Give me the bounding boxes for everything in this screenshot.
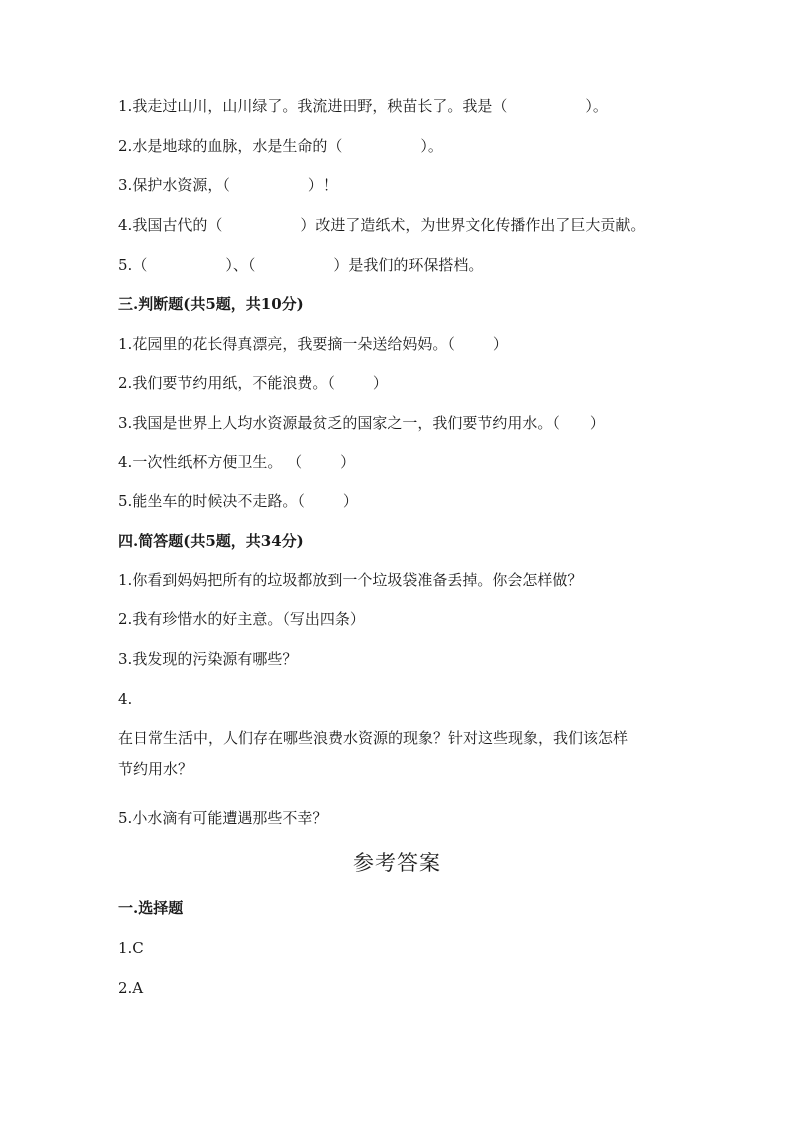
- judgment-question-2: [118, 373, 388, 393]
- question-text: 我国是世界上人均水资源最贫乏的国家之一，我们要节约用水。（: [132, 414, 560, 432]
- answer-item-2: 2.A: [118, 979, 144, 997]
- question-text: 我国古代的（: [132, 216, 223, 234]
- question-text: 花园里的花长得真漂亮，我要摘一朵送给妈妈。（: [132, 335, 455, 353]
- judgment-question-4: [118, 452, 355, 472]
- question-text: （: [132, 256, 148, 274]
- question-text: 水是地球的血脉，水是生命的（: [132, 137, 343, 155]
- short-answer-question-4-line-2: 节约用水？: [118, 760, 194, 778]
- question-number: 3.: [118, 650, 133, 668]
- question-text-mid: ）、（: [225, 256, 256, 274]
- fill-question-3: [118, 175, 338, 195]
- question-number: 5.: [118, 256, 133, 274]
- fill-question-4: [118, 215, 645, 235]
- question-text: 我有珍惜水的好主意。（写出四条）: [132, 610, 365, 628]
- question-number: 1.: [118, 97, 133, 115]
- question-text-end: ）: [589, 414, 605, 432]
- answers-title: 参考答案: [353, 851, 441, 875]
- question-text: 我发现的污染源有哪些？: [132, 650, 298, 668]
- section-heading-judgment: 三.判断题(共5题，共10分): [118, 295, 304, 313]
- question-text-end: ）: [492, 335, 508, 353]
- question-text: 保护水资源，（: [132, 176, 230, 194]
- fill-question-1: [118, 96, 608, 116]
- short-answer-question-3: [118, 649, 297, 669]
- question-number: 1.: [118, 335, 133, 353]
- question-text-end: ）是我们的环保搭档。: [333, 256, 484, 274]
- question-number: 2.: [118, 137, 133, 155]
- question-text: 小水滴有可能遭遇那些不幸？: [132, 809, 328, 827]
- question-text-end: ）: [342, 492, 358, 510]
- short-answer-question-4-number: 4.: [118, 690, 133, 708]
- answers-section-heading: 一.选择题: [118, 899, 184, 917]
- question-number: 5.: [118, 809, 133, 827]
- short-answer-question-4-line-1: 在日常生活中，人们存在哪些浪费水资源的现象？针对这些现象，我们该怎样: [118, 729, 629, 747]
- question-number: 5.: [118, 492, 133, 510]
- question-text-end: ）！: [307, 176, 338, 194]
- question-text: 一次性纸杯方便卫生。 （: [132, 453, 303, 471]
- short-answer-question-2: [118, 609, 365, 629]
- question-number: 2.: [118, 610, 133, 628]
- short-answer-question-1: [118, 570, 582, 590]
- question-text: 我走过山川，山川绿了。我流进田野，秧苗长了。我是（: [132, 97, 508, 115]
- question-text-end: ）: [340, 453, 356, 471]
- section-heading-short-answer: 四.简答题(共5题，共34分): [118, 532, 304, 550]
- fill-question-5: [118, 255, 483, 275]
- question-text: 我们要节约用纸，不能浪费。（: [132, 374, 335, 392]
- question-number: 1.: [118, 571, 133, 589]
- fill-question-2: [118, 136, 443, 156]
- question-number: 3.: [118, 414, 133, 432]
- question-text-end: ）。: [420, 137, 443, 155]
- judgment-question-5: [118, 491, 358, 511]
- question-number: 4.: [118, 453, 133, 471]
- question-text-end: ）: [372, 374, 388, 392]
- question-text-end: ）改进了造纸术，为世界文化传播作出了巨大贡献。: [300, 216, 646, 234]
- judgment-question-1: [118, 334, 508, 354]
- question-text: 你看到妈妈把所有的垃圾都放到一个垃圾袋准备丢掉。你会怎样做？: [132, 571, 583, 589]
- question-number: 2.: [118, 374, 133, 392]
- question-text-end: ）。: [585, 97, 608, 115]
- question-text: 能坐车的时候决不走路。（: [132, 492, 305, 510]
- short-answer-question-5: [118, 808, 327, 828]
- answer-item-1: 1.C: [118, 939, 144, 957]
- judgment-question-3: [118, 413, 605, 433]
- question-number: 3.: [118, 176, 133, 194]
- question-number: 4.: [118, 216, 133, 234]
